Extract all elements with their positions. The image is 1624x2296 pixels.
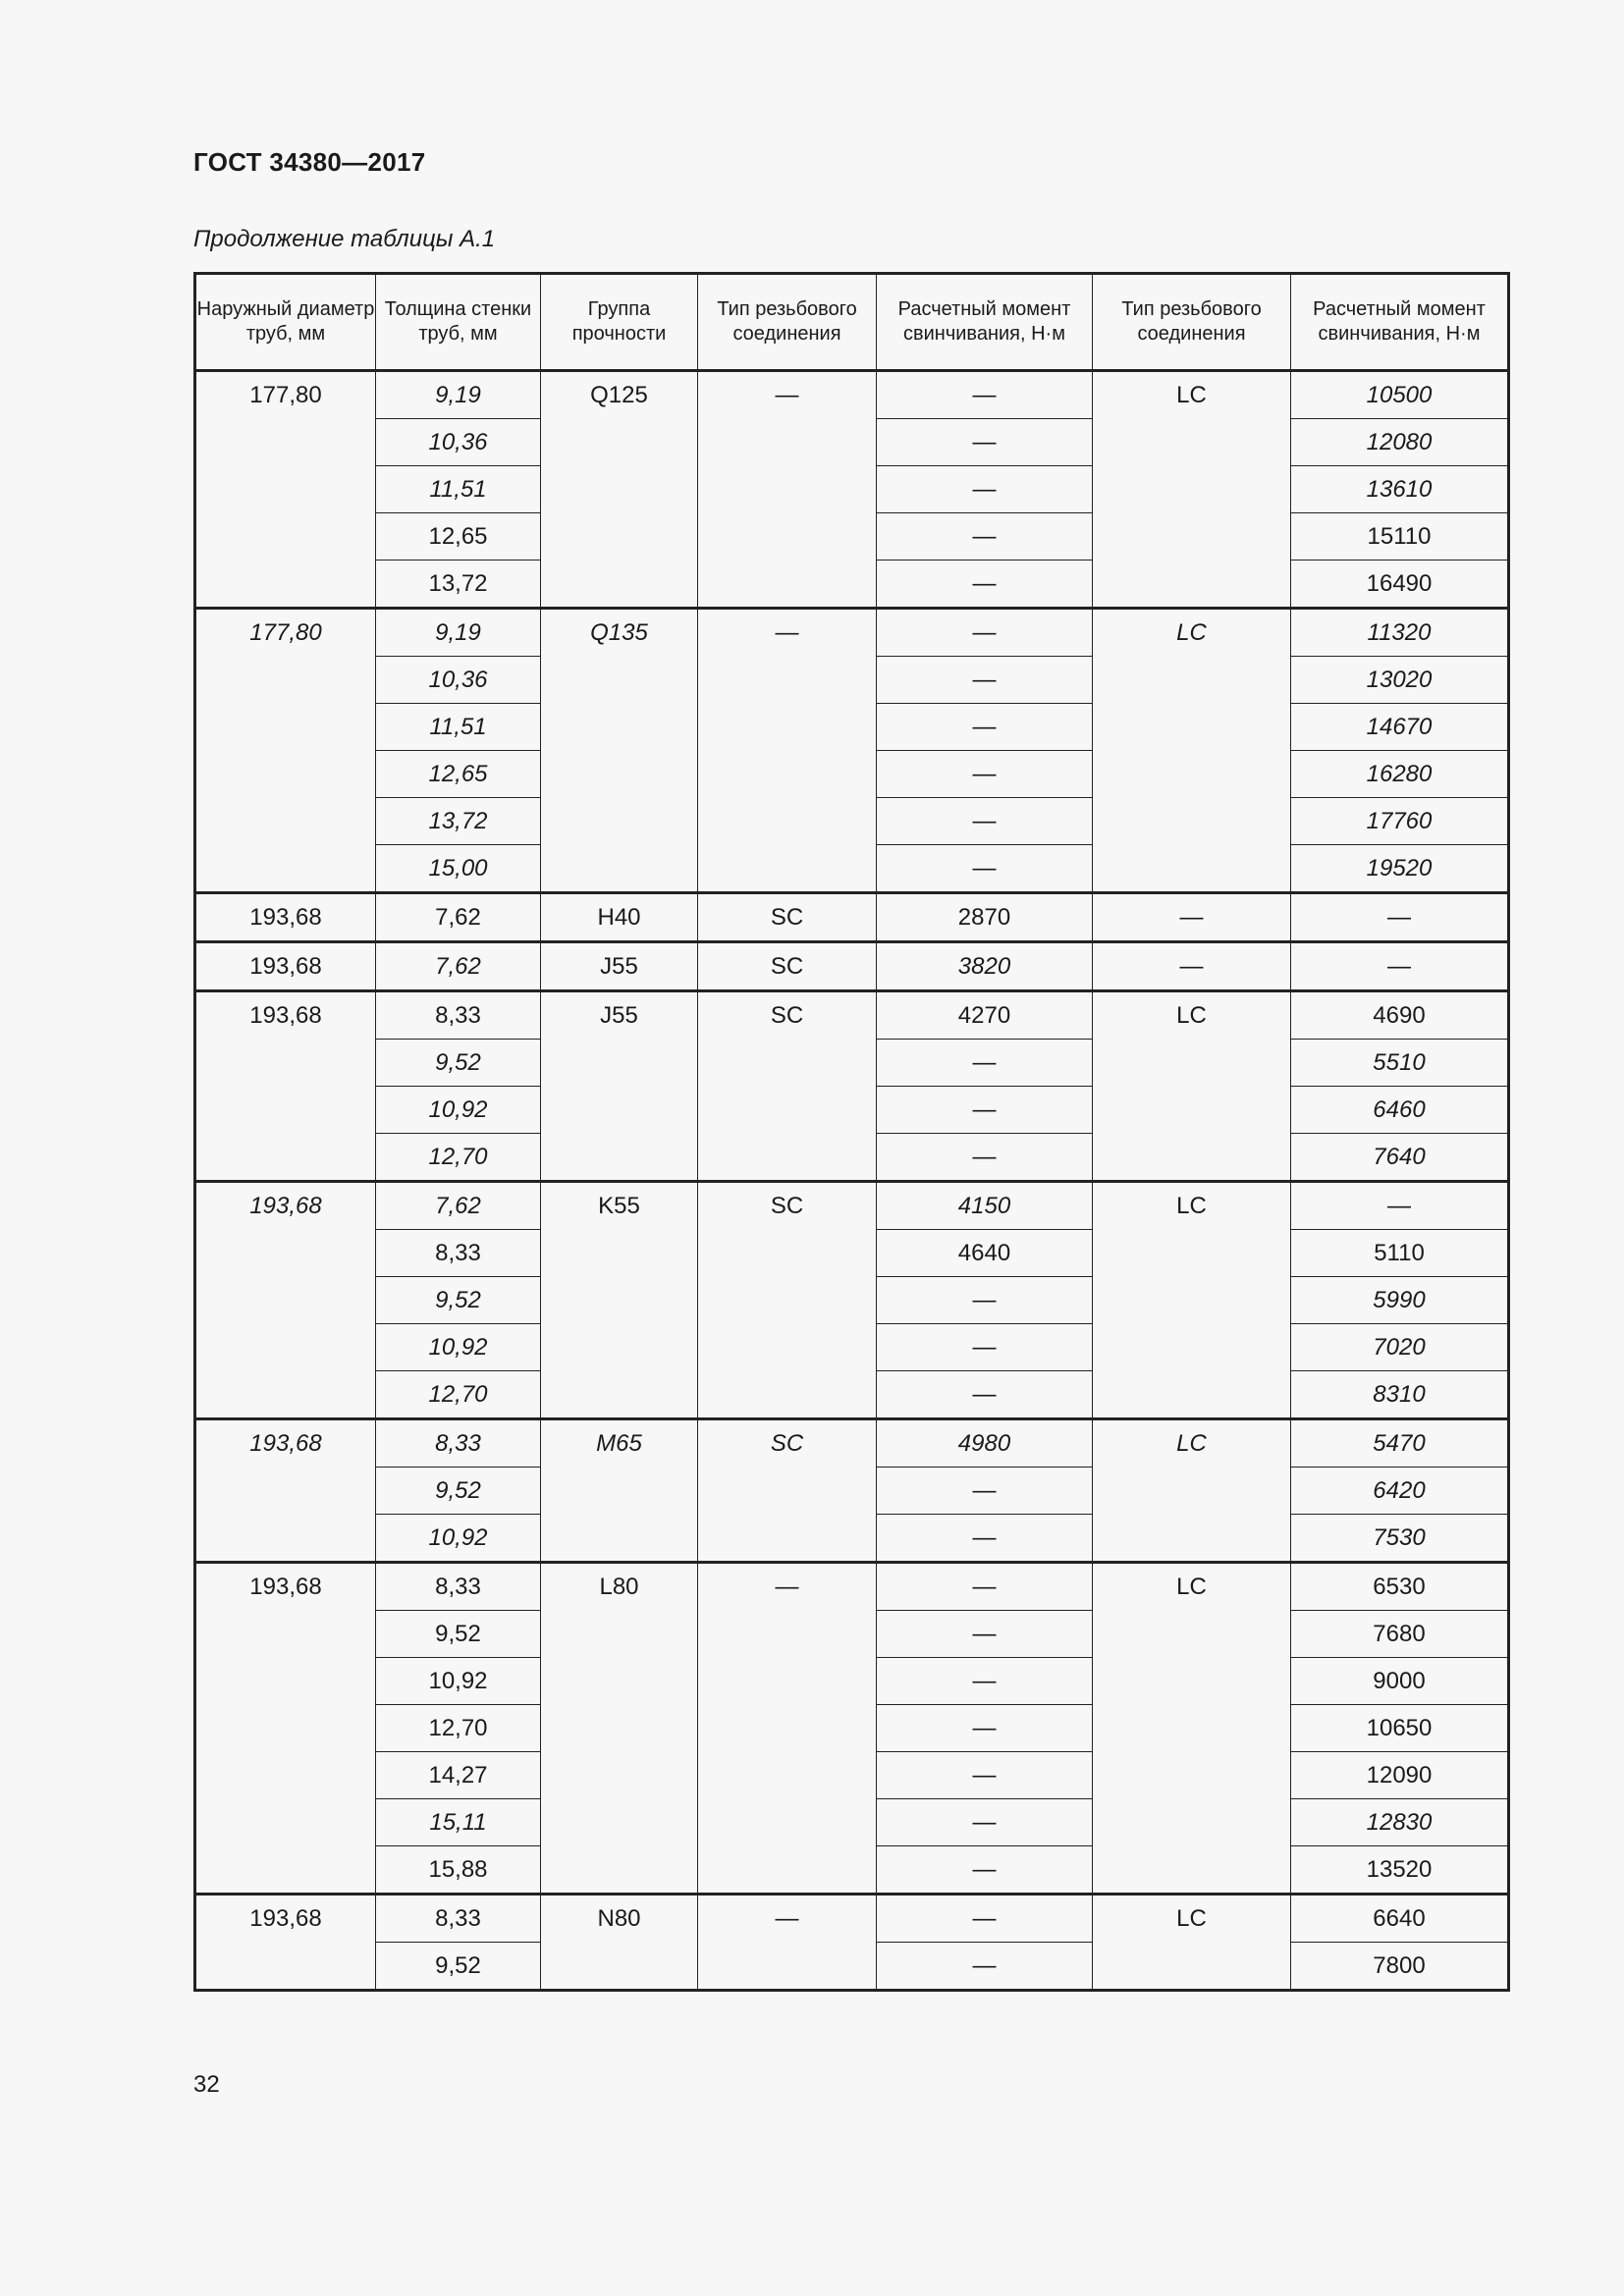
cell-wall-thickness: 12,70	[376, 1705, 541, 1752]
cell-makeup-torque-1: —	[877, 1943, 1093, 1991]
cell-makeup-torque-1: —	[877, 1468, 1093, 1515]
cell-wall-thickness: 12,70	[376, 1134, 541, 1182]
cell-makeup-torque-1: —	[877, 609, 1093, 657]
cell-wall-thickness: 9,52	[376, 1277, 541, 1324]
cell-makeup-torque-2: 10500	[1291, 371, 1509, 419]
cell-strength-group: N80	[541, 1895, 698, 1991]
cell-makeup-torque-1: —	[877, 657, 1093, 704]
cell-thread-type-2: —	[1093, 942, 1291, 991]
cell-makeup-torque-2: 10650	[1291, 1705, 1509, 1752]
cell-wall-thickness: 11,51	[376, 704, 541, 751]
cell-makeup-torque-2: 15110	[1291, 513, 1509, 561]
cell-wall-thickness: 15,00	[376, 845, 541, 893]
cell-thread-type-2: LC	[1093, 1419, 1291, 1563]
table-row	[195, 991, 1509, 1040]
cell-outer-diameter: 177,80	[195, 371, 376, 609]
cell-makeup-torque-1: 3820	[877, 942, 1093, 991]
cell-makeup-torque-2: 17760	[1291, 798, 1509, 845]
cell-makeup-torque-1: —	[877, 1846, 1093, 1895]
cell-makeup-torque-1: 2870	[877, 893, 1093, 942]
cell-makeup-torque-2: 4690	[1291, 991, 1509, 1040]
cell-thread-type-1: —	[698, 371, 877, 609]
cell-makeup-torque-2: —	[1291, 942, 1509, 991]
cell-makeup-torque-1: —	[877, 466, 1093, 513]
cell-makeup-torque-1: —	[877, 1324, 1093, 1371]
cell-wall-thickness: 15,11	[376, 1799, 541, 1846]
cell-makeup-torque-1: —	[877, 1705, 1093, 1752]
cell-wall-thickness: 9,19	[376, 609, 541, 657]
cell-outer-diameter: 193,68	[195, 991, 376, 1182]
cell-makeup-torque-2: 8310	[1291, 1371, 1509, 1419]
header-makeup-torque-2: Расчетный момент свинчивания, Н·м	[1291, 274, 1509, 371]
cell-makeup-torque-2: 6530	[1291, 1563, 1509, 1611]
cell-strength-group: H40	[541, 893, 698, 942]
cell-makeup-torque-2: —	[1291, 1182, 1509, 1230]
cell-wall-thickness: 8,33	[376, 991, 541, 1040]
cell-thread-type-2: —	[1093, 893, 1291, 942]
cell-wall-thickness: 7,62	[376, 893, 541, 942]
cell-makeup-torque-2: 12090	[1291, 1752, 1509, 1799]
cell-wall-thickness: 14,27	[376, 1752, 541, 1799]
torque-table	[193, 272, 1510, 1992]
cell-makeup-torque-2: 7640	[1291, 1134, 1509, 1182]
cell-wall-thickness: 9,52	[376, 1468, 541, 1515]
cell-thread-type-2: LC	[1093, 1895, 1291, 1991]
cell-outer-diameter: 193,68	[195, 1563, 376, 1895]
cell-makeup-torque-2: 7800	[1291, 1943, 1509, 1991]
cell-makeup-torque-1: —	[877, 1752, 1093, 1799]
cell-makeup-torque-1: —	[877, 371, 1093, 419]
cell-outer-diameter: 177,80	[195, 609, 376, 893]
cell-thread-type-2: LC	[1093, 609, 1291, 893]
cell-thread-type-1: SC	[698, 893, 877, 942]
cell-makeup-torque-2: 6420	[1291, 1468, 1509, 1515]
cell-wall-thickness: 10,92	[376, 1658, 541, 1705]
table-row	[195, 1419, 1509, 1468]
cell-makeup-torque-1: —	[877, 1134, 1093, 1182]
cell-makeup-torque-1: 4270	[877, 991, 1093, 1040]
cell-makeup-torque-1: —	[877, 1611, 1093, 1658]
header-thread-type-2: Тип резьбового соединения	[1093, 274, 1291, 371]
cell-makeup-torque-2: 5470	[1291, 1419, 1509, 1468]
cell-makeup-torque-2: 5510	[1291, 1040, 1509, 1087]
cell-thread-type-2: LC	[1093, 1182, 1291, 1419]
cell-makeup-torque-2: 13020	[1291, 657, 1509, 704]
cell-wall-thickness: 8,33	[376, 1419, 541, 1468]
page-number: 32	[193, 2071, 220, 2098]
cell-makeup-torque-2: 16490	[1291, 561, 1509, 609]
cell-thread-type-1: SC	[698, 942, 877, 991]
cell-wall-thickness: 9,52	[376, 1611, 541, 1658]
cell-makeup-torque-1: —	[877, 845, 1093, 893]
cell-wall-thickness: 9,19	[376, 371, 541, 419]
cell-makeup-torque-1: —	[877, 1895, 1093, 1943]
header-strength-group: Группа прочности	[541, 274, 698, 371]
cell-makeup-torque-2: 6460	[1291, 1087, 1509, 1134]
table-row	[195, 609, 1509, 657]
cell-makeup-torque-1: —	[877, 1040, 1093, 1087]
cell-makeup-torque-2: 6640	[1291, 1895, 1509, 1943]
cell-makeup-torque-1: —	[877, 1515, 1093, 1563]
cell-makeup-torque-1: —	[877, 751, 1093, 798]
cell-wall-thickness: 12,65	[376, 513, 541, 561]
table-row	[195, 1895, 1509, 1943]
header-makeup-torque-1: Расчетный момент свинчивания, Н·м	[877, 274, 1093, 371]
table-row	[195, 942, 1509, 991]
cell-thread-type-2: LC	[1093, 991, 1291, 1182]
header-outer-diameter: Наружный диаметр труб, мм	[195, 274, 376, 371]
cell-thread-type-1: SC	[698, 1182, 877, 1419]
cell-wall-thickness: 9,52	[376, 1040, 541, 1087]
cell-strength-group: Q125	[541, 371, 698, 609]
cell-strength-group: Q135	[541, 609, 698, 893]
cell-wall-thickness: 7,62	[376, 942, 541, 991]
cell-strength-group: M65	[541, 1419, 698, 1563]
cell-wall-thickness: 7,62	[376, 1182, 541, 1230]
cell-makeup-torque-2: 9000	[1291, 1658, 1509, 1705]
cell-wall-thickness: 12,65	[376, 751, 541, 798]
cell-wall-thickness: 10,92	[376, 1087, 541, 1134]
header-wall-thickness: Толщина стенки труб, мм	[376, 274, 541, 371]
cell-wall-thickness: 11,51	[376, 466, 541, 513]
cell-outer-diameter: 193,68	[195, 1419, 376, 1563]
cell-makeup-torque-2: 16280	[1291, 751, 1509, 798]
cell-thread-type-1: —	[698, 1563, 877, 1895]
cell-makeup-torque-2: 7680	[1291, 1611, 1509, 1658]
cell-wall-thickness: 8,33	[376, 1895, 541, 1943]
table-body	[195, 371, 1509, 1991]
cell-wall-thickness: 8,33	[376, 1230, 541, 1277]
table-row	[195, 1563, 1509, 1611]
table-row	[195, 893, 1509, 942]
cell-thread-type-2: LC	[1093, 1563, 1291, 1895]
cell-wall-thickness: 15,88	[376, 1846, 541, 1895]
cell-wall-thickness: 10,36	[376, 419, 541, 466]
cell-makeup-torque-1: —	[877, 1563, 1093, 1611]
table-row	[195, 1182, 1509, 1230]
cell-makeup-torque-1: —	[877, 704, 1093, 751]
cell-makeup-torque-2: 12830	[1291, 1799, 1509, 1846]
cell-thread-type-1: SC	[698, 1419, 877, 1563]
cell-strength-group: J55	[541, 942, 698, 991]
cell-makeup-torque-1: —	[877, 1371, 1093, 1419]
cell-outer-diameter: 193,68	[195, 1895, 376, 1991]
cell-makeup-torque-2: 7020	[1291, 1324, 1509, 1371]
header-thread-type-1: Тип резьбового соединения	[698, 274, 877, 371]
cell-makeup-torque-1: 4150	[877, 1182, 1093, 1230]
cell-makeup-torque-1: —	[877, 1087, 1093, 1134]
cell-wall-thickness: 13,72	[376, 798, 541, 845]
cell-makeup-torque-1: —	[877, 419, 1093, 466]
cell-wall-thickness: 10,36	[376, 657, 541, 704]
table-row	[195, 371, 1509, 419]
cell-outer-diameter: 193,68	[195, 893, 376, 942]
cell-strength-group: K55	[541, 1182, 698, 1419]
document-title: ГОСТ 34380—2017	[193, 147, 426, 177]
cell-wall-thickness: 10,92	[376, 1324, 541, 1371]
cell-thread-type-1: SC	[698, 991, 877, 1182]
cell-makeup-torque-2: 13520	[1291, 1846, 1509, 1895]
cell-outer-diameter: 193,68	[195, 1182, 376, 1419]
cell-thread-type-1: —	[698, 1895, 877, 1991]
cell-makeup-torque-1: —	[877, 561, 1093, 609]
cell-makeup-torque-2: 14670	[1291, 704, 1509, 751]
cell-strength-group: L80	[541, 1563, 698, 1895]
cell-makeup-torque-2: 11320	[1291, 609, 1509, 657]
cell-wall-thickness: 8,33	[376, 1563, 541, 1611]
cell-makeup-torque-1: 4640	[877, 1230, 1093, 1277]
table-caption: Продолжение таблицы А.1	[193, 226, 496, 252]
cell-wall-thickness: 13,72	[376, 561, 541, 609]
cell-makeup-torque-1: —	[877, 798, 1093, 845]
cell-makeup-torque-2: 13610	[1291, 466, 1509, 513]
cell-makeup-torque-2: 12080	[1291, 419, 1509, 466]
cell-makeup-torque-1: —	[877, 1277, 1093, 1324]
cell-makeup-torque-2: 7530	[1291, 1515, 1509, 1563]
cell-strength-group: J55	[541, 991, 698, 1182]
cell-thread-type-2: LC	[1093, 371, 1291, 609]
cell-makeup-torque-2: —	[1291, 893, 1509, 942]
cell-makeup-torque-1: —	[877, 513, 1093, 561]
cell-makeup-torque-2: 5990	[1291, 1277, 1509, 1324]
cell-wall-thickness: 10,92	[376, 1515, 541, 1563]
cell-outer-diameter: 193,68	[195, 942, 376, 991]
table-header-row	[195, 274, 1509, 371]
cell-makeup-torque-1: —	[877, 1658, 1093, 1705]
cell-wall-thickness: 12,70	[376, 1371, 541, 1419]
cell-makeup-torque-1: —	[877, 1799, 1093, 1846]
cell-makeup-torque-2: 19520	[1291, 845, 1509, 893]
cell-thread-type-1: —	[698, 609, 877, 893]
cell-makeup-torque-2: 5110	[1291, 1230, 1509, 1277]
cell-wall-thickness: 9,52	[376, 1943, 541, 1991]
cell-makeup-torque-1: 4980	[877, 1419, 1093, 1468]
